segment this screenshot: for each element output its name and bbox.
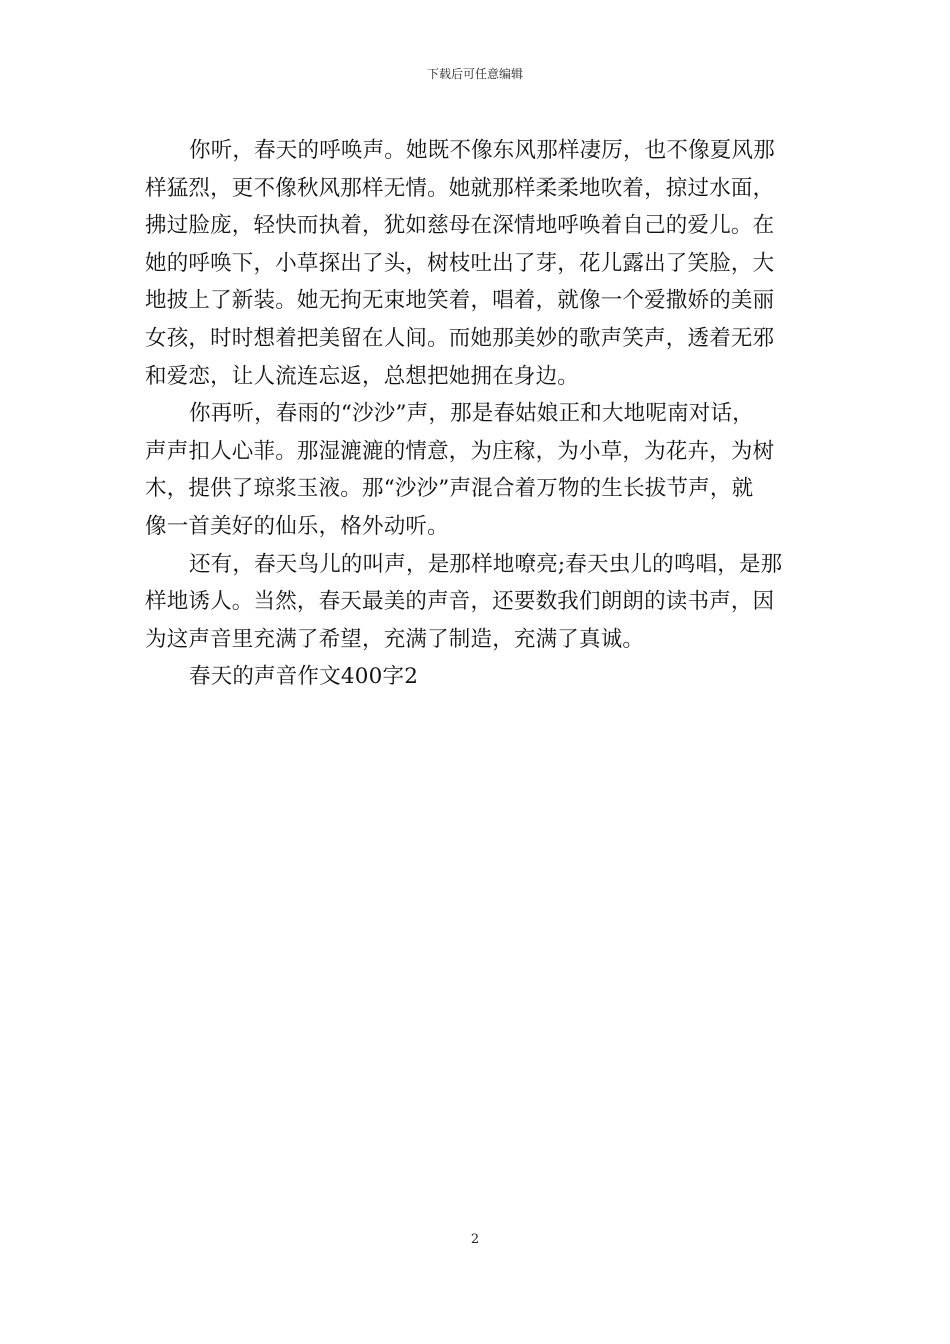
paragraph-1-line-3: 拂过脸庞，轻快而执着，犹如慈母在深情地呼唤着自己的爱儿。在 bbox=[145, 213, 775, 239]
paragraph-2-line-3: 木，提供了琼浆玉液。那“沙沙”声混合着万物的生长拔节声，就 bbox=[145, 476, 754, 502]
paragraph-2-line-4: 像一首美好的仙乐，格外动听。 bbox=[145, 513, 449, 539]
paragraph-1-line-1: 你听，春天的呼唤声。她既不像东风那样凄厉，也不像夏风那 bbox=[189, 138, 775, 163]
paragraph-3-line-2: 样地诱人。当然，春天最美的声音，还要数我们朗朗的读书声，因 bbox=[145, 589, 775, 615]
paragraph-1-line-6: 女孩，时时想着把美留在人间。而她那美妙的歌声笑声，透着无邪 bbox=[145, 325, 775, 351]
paragraph-1-line-7: 和爱恋，让人流连忘返，总想把她拥在身边。 bbox=[145, 363, 580, 389]
page-header: 下载后可任意编辑 bbox=[426, 67, 523, 81]
paragraph-2-line-2: 声声扣人心菲。那湿漉漉的情意，为庄稼，为小草，为花卉，为树 bbox=[145, 438, 775, 464]
document-body bbox=[145, 132, 807, 696]
paragraph-3-line-1: 还有，春天鸟儿的叫声，是那样地嘹亮;春天虫儿的鸣唱，是那 bbox=[189, 551, 783, 577]
paragraph-3-line-3: 为这声音里充满了希望，充满了制造，充满了真诚。 bbox=[145, 626, 645, 652]
section-title: 春天的声音作文400字2 bbox=[189, 664, 419, 690]
paragraph-1-line-4: 她的呼唤下，小草探出了头，树枝吐出了芽，花儿露出了笑脸，大 bbox=[145, 250, 775, 276]
paragraph-2-line-1: 你再听，春雨的“沙沙”声，那是春姑娘正和大地呢南对话， bbox=[189, 401, 754, 427]
paragraph-1-line-2: 样猛烈，更不像秋风那样无情。她就那样柔柔地吹着，掠过水面， bbox=[145, 175, 775, 201]
page-number: 2 bbox=[470, 1232, 480, 1247]
paragraph-1-line-5: 地披上了新装。她无拘无束地笑着，唱着，就像一个爱撒娇的美丽 bbox=[145, 288, 775, 314]
